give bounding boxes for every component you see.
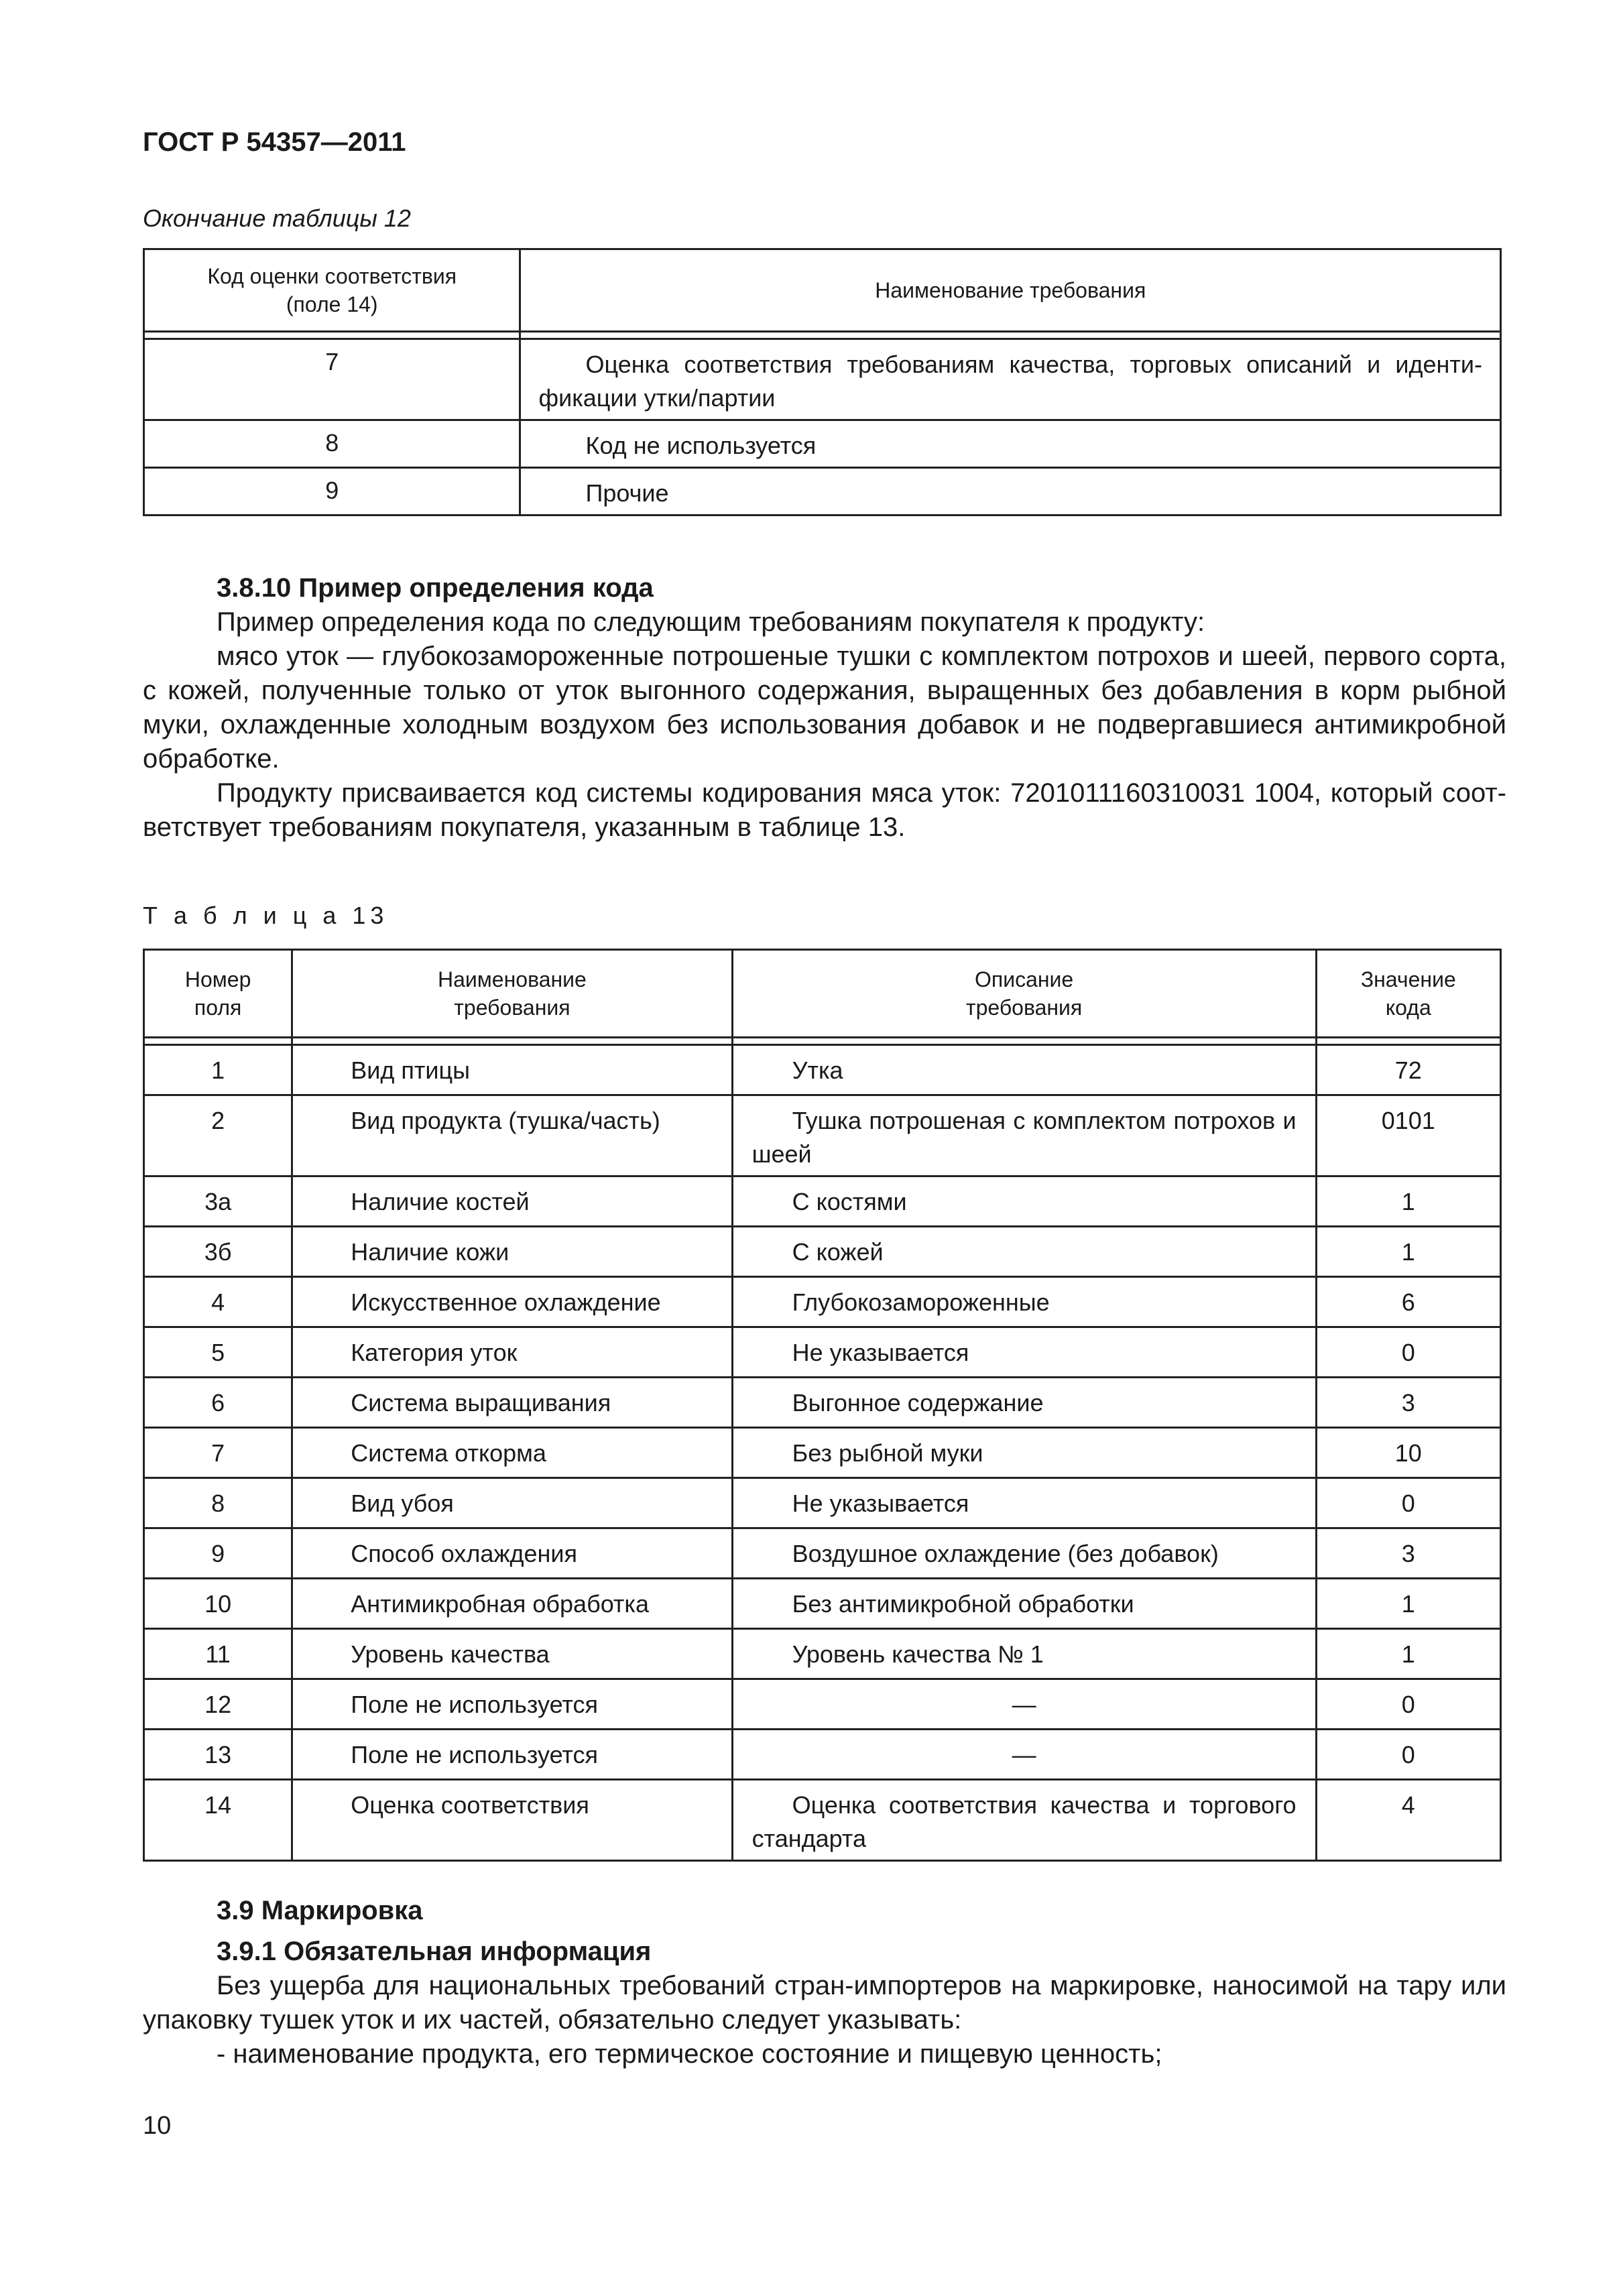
table13-header-val: Значение кода	[1316, 950, 1500, 1038]
table13-header-desc: Описание требования	[732, 950, 1316, 1038]
table13-cell-desc: Оценка соответствия качества и торгового стандарта	[732, 1780, 1316, 1861]
table13-cell-num: 9	[144, 1528, 292, 1579]
table13-cell-num: 11	[144, 1629, 292, 1679]
table-row	[144, 1045, 1501, 1095]
table13-cell-val: 6	[1316, 1277, 1500, 1327]
document-code: ГОСТ Р 54357—2011	[143, 127, 406, 157]
table13-cell-name: Система откорма	[292, 1428, 732, 1478]
table-row	[144, 420, 1501, 468]
table12-cell-name: Оценка соответствия требованиям качества, торговых описаний и идентификации утки/партии	[520, 339, 1501, 420]
table13-cell-val: 3	[1316, 1528, 1500, 1579]
table13-cell-val: 0	[1316, 1327, 1500, 1378]
table13-header-num: Номер поля	[144, 950, 292, 1038]
table-row	[144, 1730, 1501, 1780]
table13-cell-name: Антимикробная обработка	[292, 1579, 732, 1629]
table13-cell-val: 1	[1316, 1579, 1500, 1629]
table13-cell-val: 1	[1316, 1629, 1500, 1679]
table13-cell-val: 72	[1316, 1045, 1500, 1095]
table13-cell-num: 14	[144, 1780, 292, 1861]
table-row	[144, 339, 1501, 420]
list-item: - наименование продукта, его термическое состояние и пищевую ценность;	[217, 2039, 1162, 2069]
table13-cell-desc: Не указывается	[732, 1327, 1316, 1378]
table13-cell-name: Способ охлаждения	[292, 1528, 732, 1579]
table13-cell-desc: Уровень качества № 1	[732, 1629, 1316, 1679]
table12-header-name: Наименование требования	[520, 249, 1501, 332]
table13-cell-num: 7	[144, 1428, 292, 1478]
table13-cell-val: 10	[1316, 1428, 1500, 1478]
table-row	[144, 1579, 1501, 1629]
table13-cell-num: 2	[144, 1095, 292, 1176]
table13-cell-name: Поле не используется	[292, 1730, 732, 1780]
table13-cell-val: 0101	[1316, 1095, 1500, 1176]
table13-cell-name: Вид продукта (тушка/часть)	[292, 1095, 732, 1176]
table12-cell-name: Прочие	[520, 468, 1501, 516]
table-row	[144, 468, 1501, 516]
table13-cell-val: 3	[1316, 1378, 1500, 1428]
paragraph: мясо уток — глубокозамороженные потрошеные тушки с комплектом потрохов и шеей, первого сорта, с кожей, полученные только от уток выгонного содержания, выращенных без добавления в корм рыбной муки, охлажденные холодным воздухом без использования добавок и не подвергавшиеся антимикробной обработке.	[143, 642, 1506, 774]
table12-caption: Окончание таблицы 12	[143, 204, 411, 232]
table-row	[144, 1428, 1501, 1478]
table13-cell-desc: Глубокозамороженные	[732, 1277, 1316, 1327]
table13-cell-name: Вид убоя	[292, 1478, 732, 1528]
table-row	[144, 1679, 1501, 1730]
table13-cell-desc: Не указывается	[732, 1478, 1316, 1528]
table13-cell-num: 10	[144, 1579, 292, 1629]
table13-cell-val: 1	[1316, 1176, 1500, 1227]
table-row	[144, 1378, 1501, 1428]
section-3-9	[143, 1894, 1506, 2071]
section-heading: 3.9 Маркировка	[217, 1896, 423, 1925]
table-row	[144, 1095, 1501, 1176]
table-12	[143, 248, 1502, 516]
table13-cell-desc: Выгонное содержание	[732, 1378, 1316, 1428]
table13-cell-num: 3а	[144, 1176, 292, 1227]
table13-cell-name: Система выращивания	[292, 1378, 732, 1428]
table13-cell-desc: Без рыбной муки	[732, 1428, 1316, 1478]
table13-cell-num: 4	[144, 1277, 292, 1327]
table13-cell-desc: С кожей	[732, 1227, 1316, 1277]
table12-cell-code: 8	[144, 420, 520, 468]
table13-header-name: Наименование требования	[292, 950, 732, 1038]
table-row	[144, 1629, 1501, 1679]
table13-cell-val: 1	[1316, 1227, 1500, 1277]
table13-cell-desc: Без антимикробной обработки	[732, 1579, 1316, 1629]
table13-cell-num: 8	[144, 1478, 292, 1528]
section-heading: 3.8.10 Пример определения кода	[217, 573, 654, 603]
table13-cell-name: Наличие костей	[292, 1176, 732, 1227]
table13-cell-num: 1	[144, 1045, 292, 1095]
table13-cell-name: Категория уток	[292, 1327, 732, 1378]
table13-cell-num: 5	[144, 1327, 292, 1378]
table12-cell-code: 9	[144, 468, 520, 516]
table13-cell-desc: —	[732, 1730, 1316, 1780]
table13-cell-val: 0	[1316, 1730, 1500, 1780]
table13-cell-desc: Утка	[732, 1045, 1316, 1095]
section-3-8-10	[143, 571, 1506, 845]
table13-caption: Т а б л и ц а 13	[143, 902, 389, 929]
table13-cell-name: Вид птицы	[292, 1045, 732, 1095]
table12-cell-name: Код не используется	[520, 420, 1501, 468]
table-row	[144, 1176, 1501, 1227]
table13-cell-num: 13	[144, 1730, 292, 1780]
table13-cell-val: 0	[1316, 1679, 1500, 1730]
page-number: 10	[143, 2112, 172, 2140]
table13-cell-val: 0	[1316, 1478, 1500, 1528]
table12-header-code: Код оценки соответствия (поле 14)	[144, 249, 520, 332]
table-row	[144, 1780, 1501, 1861]
table13-cell-name: Наличие кожи	[292, 1227, 732, 1277]
table-row	[144, 1327, 1501, 1378]
table13-cell-num: 3б	[144, 1227, 292, 1277]
subsection-heading: 3.9.1 Обязательная информация	[217, 1937, 652, 1966]
table13-cell-name: Искусственное охлаждение	[292, 1277, 732, 1327]
table12-cell-code: 7	[144, 339, 520, 420]
table13-cell-desc: С костями	[732, 1176, 1316, 1227]
table13-cell-val: 4	[1316, 1780, 1500, 1861]
table-13	[143, 949, 1502, 1862]
table-row	[144, 1528, 1501, 1579]
paragraph: Пример определения кода по следующим требованиям покупателя к продукту:	[217, 607, 1205, 637]
paragraph: Продукту присваивается код системы кодирования мяса уток: 7201011160310031 1004, который соответствует требованиям покупателя, указанным в таблице 13.	[143, 778, 1506, 842]
table13-cell-name: Поле не используется	[292, 1679, 732, 1730]
table13-cell-name: Уровень качества	[292, 1629, 732, 1679]
table-row	[144, 1227, 1501, 1277]
table13-cell-desc: —	[732, 1679, 1316, 1730]
table13-cell-desc: Тушка потрошеная с комплектом потрохов и шеей	[732, 1095, 1316, 1176]
table13-cell-num: 12	[144, 1679, 292, 1730]
table-row	[144, 1478, 1501, 1528]
table13-cell-desc: Воздушное охлаждение (без добавок)	[732, 1528, 1316, 1579]
table-row	[144, 1277, 1501, 1327]
paragraph: Без ущерба для национальных требований стран-импортеров на маркировке, наносимой на тару или упаковку тушек уток и их частей, обязательно следует указывать:	[143, 1971, 1506, 2035]
table13-cell-num: 6	[144, 1378, 292, 1428]
table13-cell-name: Оценка соответствия	[292, 1780, 732, 1861]
